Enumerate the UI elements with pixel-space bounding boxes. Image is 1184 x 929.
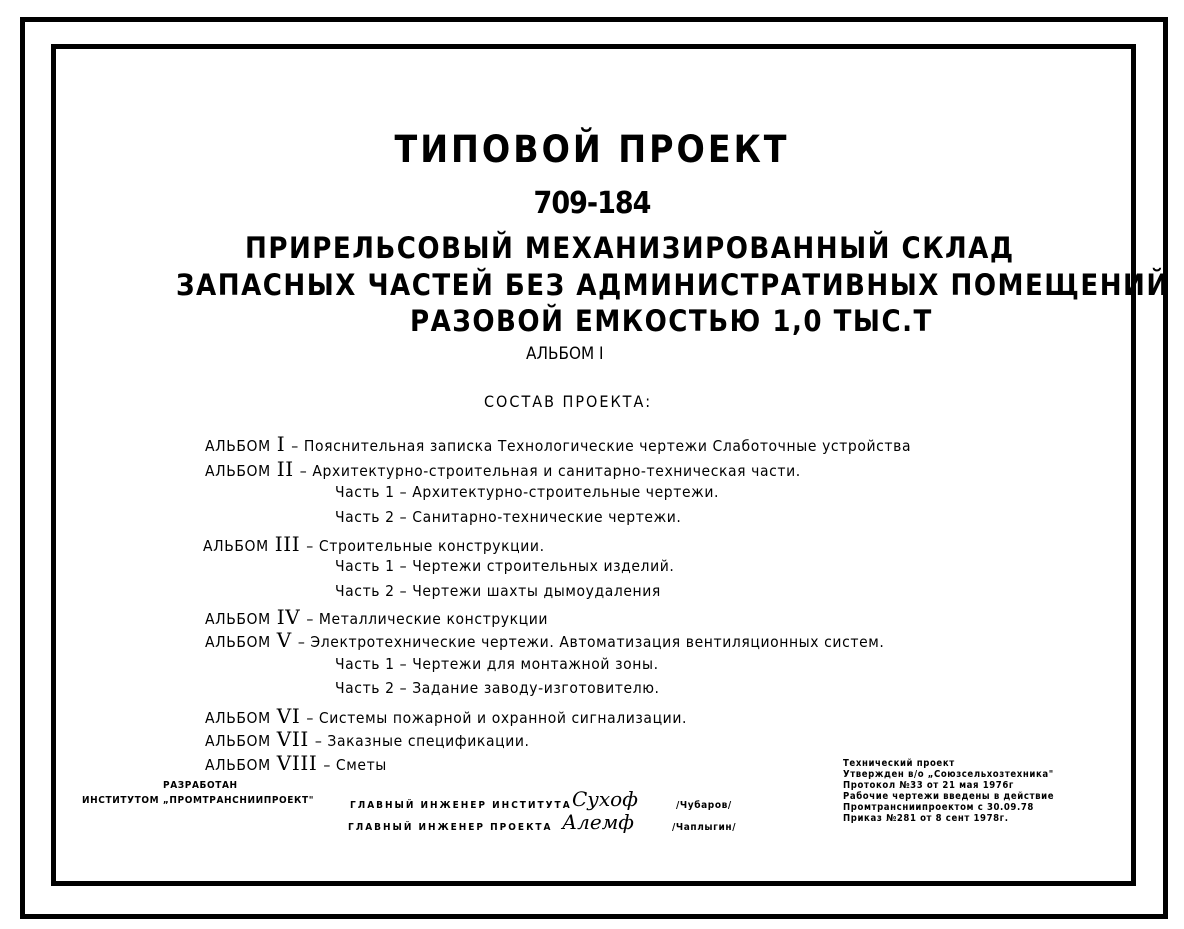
composition-text: – Системы пожарной и охранной сигнализации. (306, 709, 688, 727)
approval-line: Рабочие чертежи введены в действие (843, 791, 1055, 802)
project-number: 709-184 (533, 186, 651, 221)
developer-institute: ИНСТИТУТОМ „ПРОМТРАНСНИИПРОЕКТ" (82, 795, 315, 806)
composition-text: – Металлические конструкции (306, 610, 549, 628)
composition-line (205, 605, 548, 629)
album-numeral: II (276, 457, 294, 481)
developer-label: РАЗРАБОТАН (163, 780, 238, 791)
album-numeral: VI (276, 704, 301, 728)
composition-line (203, 532, 545, 556)
approval-line: Утвержден в/о „Союзсельхозтехника" (843, 769, 1054, 780)
composition-line (335, 582, 661, 600)
album-numeral: VII (276, 727, 309, 751)
composition-text: – Электротехнические чертежи. Автоматизация вентиляционных систем. (297, 633, 885, 651)
composition-text: – Архитектурно-строительная и санитарно-техническая части. (299, 462, 801, 480)
composition-text: Часть 1 – Чертежи строительных изделий. (335, 557, 675, 575)
album-numeral: I (276, 432, 286, 456)
composition-line (205, 751, 387, 775)
name-chief-project: /Чаплыгин/ (672, 822, 737, 833)
composition-line (205, 628, 884, 652)
album-label: АЛЬБОМ (205, 633, 271, 651)
composition-text: – Строительные конструкции. (306, 537, 545, 555)
album-label: АЛЬБОМ (205, 610, 271, 628)
composition-line (205, 457, 801, 481)
composition-line (335, 508, 681, 526)
album-numeral: V (276, 628, 292, 652)
approval-line: Технический проект (843, 758, 955, 769)
album-numeral: IV (276, 605, 301, 629)
approval-line: Приказ №281 от 8 сент 1978г. (843, 813, 1009, 824)
composition-text: Часть 1 – Архитектурно-строительные чертежи. (335, 483, 720, 501)
composition-line (335, 557, 674, 575)
project-name-line-1: ПРИРЕЛЬСОВЫЙ МЕХАНИЗИРОВАННЫЙ СКЛАД (245, 231, 1015, 265)
approval-line: Протокол №33 от 21 мая 1976г (843, 780, 1014, 791)
album-label: АЛЬБОМ (203, 537, 269, 555)
composition-line (335, 655, 659, 673)
approval-line: Промтрансниипроектом с 30.09.78 (843, 802, 1034, 813)
composition-line (205, 727, 530, 751)
album-label: АЛЬБОМ (205, 732, 271, 750)
composition-line (205, 704, 687, 728)
chief-engineer-project: ГЛАВНЫЙ ИНЖЕНЕР ПРОЕКТА (348, 822, 553, 833)
composition-text: Часть 2 – Задание заводу-изготовителю. (335, 679, 660, 697)
album-label: АЛЬБОМ (205, 437, 271, 455)
project-name-line-2: ЗАПАСНЫХ ЧАСТЕЙ БЕЗ АДМИНИСТРАТИВНЫХ ПОМЕЩЕНИЙ (176, 268, 1170, 302)
album-label: АЛЬБОМ (205, 462, 271, 480)
album-label: АЛЬБОМ I (526, 344, 604, 364)
composition-text: – Заказные спецификации. (314, 732, 530, 750)
composition-text: – Сметы (323, 756, 387, 774)
album-label: АЛЬБОМ (205, 709, 271, 727)
document-title: ТИПОВОЙ ПРОЕКТ (394, 128, 790, 171)
composition-heading: СОСТАВ ПРОЕКТА: (484, 392, 653, 411)
album-label: АЛЬБОМ (205, 756, 271, 774)
approval-block (843, 758, 1054, 824)
project-name-line-3: РАЗОВОЙ ЕМКОСТЬЮ 1,0 ТЫС.Т (410, 304, 933, 338)
album-numeral: VIII (276, 751, 318, 775)
signature-chief-institute: Сухоф (572, 787, 638, 811)
composition-line (205, 432, 911, 456)
composition-line (335, 679, 660, 697)
name-chief-institute: /Чубаров/ (676, 800, 732, 811)
composition-text: Часть 1 – Чертежи для монтажной зоны. (335, 655, 659, 673)
composition-line (335, 483, 719, 501)
signature-chief-project: Алемф (562, 810, 634, 834)
composition-text: Часть 2 – Санитарно-технические чертежи. (335, 508, 682, 526)
composition-text: – Пояснительная записка Технологические чертежи Слаботочные устройства (291, 437, 912, 455)
album-numeral: III (274, 532, 301, 556)
composition-text: Часть 2 – Чертежи шахты дымоудаления (335, 582, 661, 600)
chief-engineer-institute: ГЛАВНЫЙ ИНЖЕНЕР ИНСТИТУТА (350, 800, 572, 811)
